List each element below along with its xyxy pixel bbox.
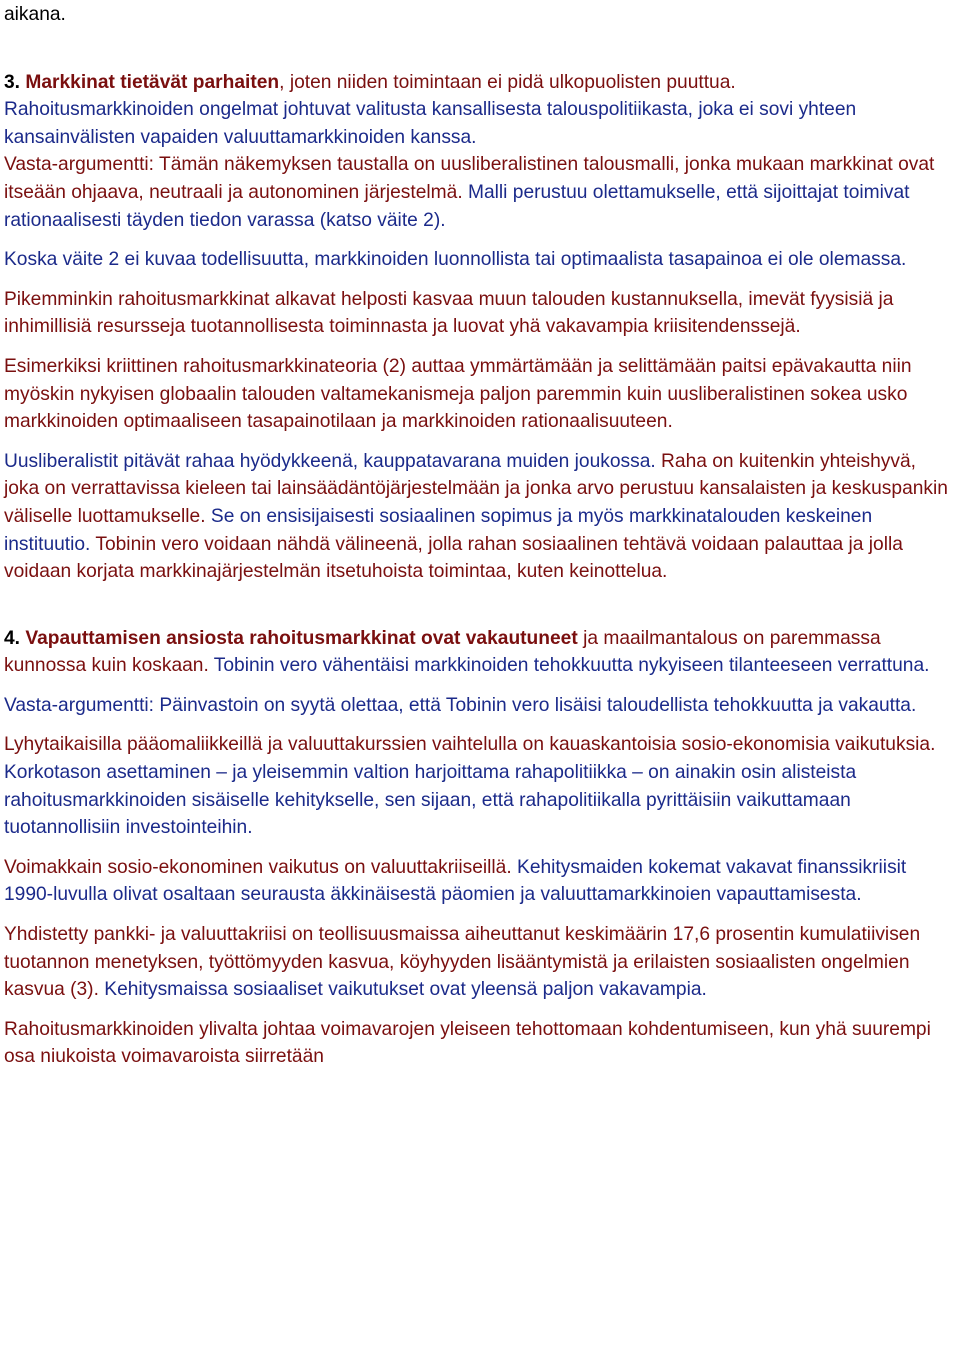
claim-3-explanation: Rahoitusmarkkinoiden ongelmat johtuvat valitusta kansallisesta talouspolitiikasta, joka ei sovi yhteen kansainvälisten vapaiden valuuttamarkkinoiden kanssa. bbox=[4, 99, 857, 148]
claim-4-paragraph: Voimakkain sosio-ekonominen vaikutus on valuuttakriiseillä. Kehitysmaiden kokemat vakavat finanssikriisit 1990-luvulla olivat osaltaan seurausta äkkinäisestä päomien ja valuuttamarkkinoien vapauttamisesta. bbox=[4, 856, 907, 906]
claim-4-section bbox=[4, 625, 952, 1071]
claim-4-number: 4. bbox=[4, 627, 21, 649]
claim-4-heading-note: Tobinin vero vähentäisi markkinoiden tehokkuutta nykyiseen tilanteeseen verrattuna. bbox=[208, 655, 930, 677]
claim-3-paragraph: Koska väite 2 ei kuvaa todellisuutta, markkinoiden luonnollista tai optimaalista tasapainoa ei ole olemassa. bbox=[4, 249, 907, 271]
claim-4-paragraph: Lyhytaikaisilla pääomaliikkeillä ja valuuttakurssien vaihtelulla on kauaskantoisia sosio-ekonomisia vaikutuksia. Korkotason asettaminen – ja yleisemmin valtion harjoittama rahapolitiikka – on ainakin osin alisteista rahoitusmarkkinoiden sisäiselle kehitykselle, sen sijaan, että rahapolitiikalla pyrittäisiin vaikuttamaan tuotannollisiin investointeihin. bbox=[4, 734, 936, 839]
claim-3-paragraph: Uusliberalistit pitävät rahaa hyödykkeenä, kauppatavarana muiden joukossa. Raha on kuitenkin yhteishyvä, joka on verrattavissa kieleen tai lainsäädäntöjärjestelmään ja jonka arvo perustuu kansalaisten ja keskuspankin väliselle luottamukselle. Se on ensisijaisesti sosiaalinen sopimus ja myös markkinatalouden keskeinen instituutio. Tobinin vero voidaan nähdä välineenä, jolla rahan sosiaalinen tehtävä voidaan palauttaa ja jolla voidaan korjata markkinajärjestelmän itsetuhoista toimintaa, kuten keinottelua. bbox=[4, 450, 948, 583]
claim-3-section bbox=[4, 69, 952, 586]
claim-3-counter-argument: Vasta-argumentti: Tämän näkemyksen taustalla on uusliberalistinen talousmalli, jonka mukaan markkinat ovat itseään ohjaava, neutraali ja autonominen järjestelmä. bbox=[4, 154, 935, 203]
claim-4-heading-paragraph bbox=[4, 625, 952, 680]
claim-3-heading-paragraph bbox=[4, 69, 952, 235]
claim-4-paragraph: Rahoitusmarkkinoiden ylivalta johtaa voimavarojen yleiseen tehottomaan kohdentumiseen, kun yhä suurempi osa niukoista voimavaroista siirretään bbox=[4, 1018, 931, 1068]
claim-4-heading-bold: Vapauttamisen ansiosta rahoitusmarkkinat ovat vakautuneet bbox=[25, 627, 578, 649]
claim-3-number: 3. bbox=[4, 71, 21, 93]
claim-4-paragraph: Yhdistetty pankki- ja valuuttakriisi on teollisuusmaissa aiheuttanut keskimäärin 17,6 prosentin kumulatiivisen tuotannon menetyksen, työttömyyden kasvua, köyhyyden lisääntymistä ja erilaisten sosiaalisten ongelmien kasvua (3). Kehitysmaissa sosiaaliset vaikutukset ovat yleensä paljon vakavampia. bbox=[4, 924, 921, 1001]
claim-3-paragraph: Esimerkiksi kriittinen rahoitusmarkkinateoria (2) auttaa ymmärtämään ja selittämään paitsi epävakautta niin myöskin nykyisen globaalin talouden valtamekanismeja paljon paremmin kuin uusliberalistinen sokea usko markkinoiden optimaaliseen tasapainotilaan ja markkinoiden rationaalisuuteen. bbox=[4, 355, 912, 433]
claim-3-paragraph: Pikemminkin rahoitusmarkkinat alkavat helposti kasvaa muun talouden kustannuksella, imevät fyysisiä ja inhimillisiä resursseja tuotannollisesta toiminnasta ja luovat yhä vakavampia kriisitendenssejä. bbox=[4, 288, 894, 338]
claim-3-heading-rest: , joten niiden toimintaan ei pidä ulkopuolisten puuttua. bbox=[279, 71, 736, 93]
claim-3-heading-bold: Markkinat tietävät parhaiten bbox=[25, 71, 280, 93]
previous-page-fragment: aikana. bbox=[4, 4, 66, 25]
claim-4-counter-argument: Vasta-argumentti: Päinvastoin on syytä olettaa, että Tobinin vero lisäisi taloudellista tehokkuutta ja vakautta. bbox=[4, 694, 917, 716]
claim-4-heading-rest: ja maailmantalous on paremmassa kunnossa kuin koskaan. bbox=[4, 627, 881, 677]
claim-3-model-note: Malli perustuu olettamukselle, että sijoittajat toimivat rationaalisesti täyden tiedon varassa (katso väite 2). bbox=[4, 181, 910, 231]
